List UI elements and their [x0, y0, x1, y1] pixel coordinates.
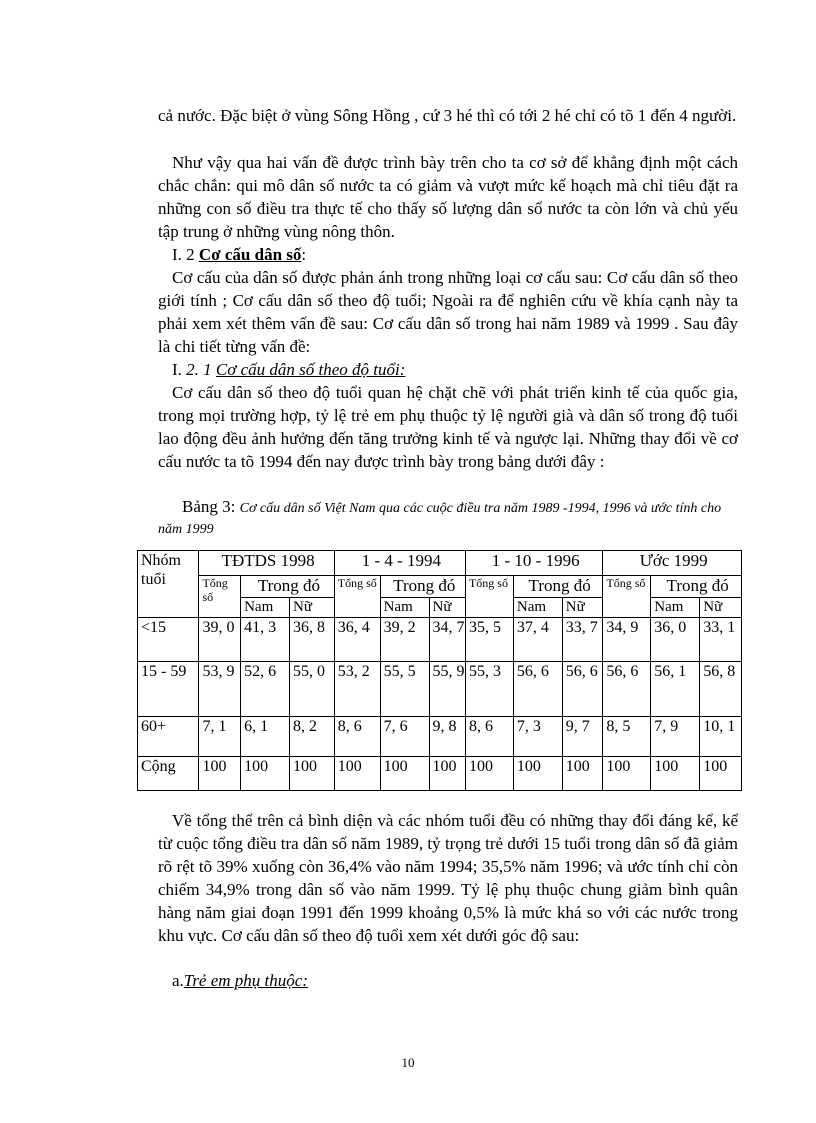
heading-section-1-2: [172, 243, 306, 266]
value-cell: 100: [290, 757, 335, 791]
value-cell: 52, 6: [241, 662, 290, 717]
value-cell: 56, 1: [651, 662, 700, 717]
male-header: Nam: [513, 598, 562, 618]
value-cell: 41, 3: [241, 618, 290, 662]
group-header: Nhóm tuổi: [138, 551, 199, 618]
value-cell: 100: [651, 757, 700, 791]
value-cell: 37, 4: [513, 618, 562, 662]
of-which-header: Trong đó: [241, 576, 335, 598]
page-number: 10: [401, 1055, 415, 1070]
value-cell: 34, 9: [603, 618, 651, 662]
period-header: TĐTDS 1998: [199, 551, 334, 576]
value-cell: 53, 9: [199, 662, 241, 717]
value-cell: 9, 7: [562, 717, 603, 757]
value-cell: 53, 2: [334, 662, 380, 717]
population-structure-table: [137, 550, 742, 791]
caption-label: Bảng 3:: [182, 497, 240, 516]
value-cell: 7, 3: [513, 717, 562, 757]
value-cell: 55, 5: [380, 662, 429, 717]
age-group-cell: <15: [138, 618, 199, 662]
paragraph-age-changes: Về tổng thể trên cả bình diện và các nhóm tuổi đều có những thay đổi đáng kể, kể từ cuộc tổng điều tra dân số năm 1989, tỷ trọng trẻ dưới 15 tuổi trong dân số đã giảm rõ rệt tõ 39% xuống còn 36,4% vào năm 1994; 35,5% năm 1996; và ước tính chỉ còn chiếm 34,9% trong dân số vào năm 1999. Tỷ lệ phụ thuộc chung giảm bình quân hàng năm giai đoạn 1991 đến 1999 khoảng 0,5% là mức khá so với các nước trong khu vực. Cơ cấu dân số theo độ tuổi xem xét dưới góc độ sau:: [158, 811, 738, 945]
female-header: Nữ: [429, 598, 465, 618]
of-which-header: Trong đó: [651, 576, 742, 598]
heading-colon: :: [301, 245, 307, 264]
value-cell: 9, 8: [429, 717, 465, 757]
table-row: [138, 757, 742, 791]
male-header: Nam: [380, 598, 429, 618]
period-header: Ước 1999: [603, 551, 742, 576]
value-cell: 6, 1: [241, 717, 290, 757]
value-cell: 100: [380, 757, 429, 791]
value-cell: 100: [700, 757, 742, 791]
value-cell: 56, 6: [562, 662, 603, 717]
value-cell: 8, 2: [290, 717, 335, 757]
value-cell: 100: [241, 757, 290, 791]
table-row: [138, 717, 742, 757]
age-group-cell: Cộng: [138, 757, 199, 791]
value-cell: 36, 8: [290, 618, 335, 662]
value-cell: 100: [429, 757, 465, 791]
total-header: Tổng số: [199, 576, 241, 618]
value-cell: 35, 5: [465, 618, 513, 662]
female-header: Nữ: [562, 598, 603, 618]
value-cell: 36, 0: [651, 618, 700, 662]
paragraph-age-structure: Cơ cấu dân số theo độ tuổi quan hệ chặt chẽ với phát triển kinh tế của quốc gia, trong mọi trường hợp, tỷ lệ trẻ em phụ thuộc tỷ lệ người già và dân số trong độ tuổi lao động đều ảnh hưởng đến tăng trưởng kinh tế và ngược lại. Những thay đổi về cơ cấu nước ta tõ 1994 đến nay được trình bày trong bảng dưới đây :: [158, 383, 738, 471]
male-header: Nam: [651, 598, 700, 618]
value-cell: 55, 9: [429, 662, 465, 717]
paragraph-structure-intro: Cơ cấu của dân số được phản ánh trong những loại cơ cấu sau: Cơ cấu dân số theo giới tính ; Cơ cấu dân số theo độ tuổi; Ngoài ra để nghiên cứu về khía cạnh này ta phải xem xét thêm vấn đề sau: Cơ cấu dân số trong hai năm 1989 và 1999 . Sau đây là chi tiết từng vấn đề:: [158, 268, 738, 356]
value-cell: 100: [603, 757, 651, 791]
paragraph-population-households: cả nước. Đặc biệt ở vùng Sông Hồng , cứ 3 hé thì có tới 2 hé chỉ có tõ 1 đến 4 người.: [158, 106, 737, 125]
value-cell: 7, 1: [199, 717, 241, 757]
heading-number: I.: [172, 360, 187, 379]
value-cell: 8, 6: [334, 717, 380, 757]
heading-section-1-2-1: [172, 358, 405, 381]
caption-text: Cơ cấu dân số Việt Nam qua các cuộc điều tra năm 1989 -1994, 1996 và ước tính cho năm 1999: [158, 501, 722, 537]
value-cell: 36, 4: [334, 618, 380, 662]
male-header: Nam: [241, 598, 290, 618]
value-cell: 39, 2: [380, 618, 429, 662]
value-cell: 55, 3: [465, 662, 513, 717]
total-header: Tổng số: [334, 576, 380, 618]
value-cell: 56, 8: [700, 662, 742, 717]
value-cell: 39, 0: [199, 618, 241, 662]
age-group-cell: 60+: [138, 717, 199, 757]
value-cell: 100: [334, 757, 380, 791]
heading-title: Cơ cấu dân số: [198, 245, 302, 264]
table-caption: [158, 496, 738, 540]
value-cell: 56, 6: [513, 662, 562, 717]
female-header: Nữ: [700, 598, 742, 618]
of-which-header: Trong đó: [513, 576, 603, 598]
value-cell: 34, 7: [429, 618, 465, 662]
value-cell: 7, 6: [380, 717, 429, 757]
subheading-title: Trẻ em phụ thuộc:: [183, 971, 308, 990]
value-cell: 8, 6: [465, 717, 513, 757]
heading-sub-number: 2. 1: [186, 360, 216, 379]
heading-number: I. 2: [172, 245, 199, 264]
subheading-a: [172, 969, 308, 992]
value-cell: 8, 5: [603, 717, 651, 757]
value-cell: 100: [513, 757, 562, 791]
of-which-header: Trong đó: [380, 576, 465, 598]
value-cell: 33, 7: [562, 618, 603, 662]
value-cell: 33, 1: [700, 618, 742, 662]
age-group-cell: 15 - 59: [138, 662, 199, 717]
value-cell: 100: [465, 757, 513, 791]
value-cell: 100: [562, 757, 603, 791]
value-cell: 10, 1: [700, 717, 742, 757]
total-header: Tổng số: [465, 576, 513, 618]
period-header: 1 - 4 - 1994: [334, 551, 465, 576]
value-cell: 55, 0: [290, 662, 335, 717]
value-cell: 56, 6: [603, 662, 651, 717]
table-row: [138, 662, 742, 717]
value-cell: 7, 9: [651, 717, 700, 757]
female-header: Nữ: [290, 598, 335, 618]
value-cell: 100: [199, 757, 241, 791]
period-header: 1 - 10 - 1996: [465, 551, 602, 576]
subheading-label: a.: [172, 971, 184, 990]
heading-title: Cơ cấu dân số theo độ tuổi:: [215, 360, 406, 379]
table-row: [138, 618, 742, 662]
paragraph-population-scale: Như vậy qua hai vấn đề được trình bày trên cho ta cơ sở để khẳng định một cách chắc chắn: qui mô dân số nước ta có giảm và vượt mức kế hoạch mà chỉ tiêu đặt ra những con số điều tra thực tế cho thấy số lượng dân số nước ta còn lớn và chủ yếu tập trung ở những vùng nông thôn.: [158, 153, 738, 241]
total-header: Tổng số: [603, 576, 651, 618]
